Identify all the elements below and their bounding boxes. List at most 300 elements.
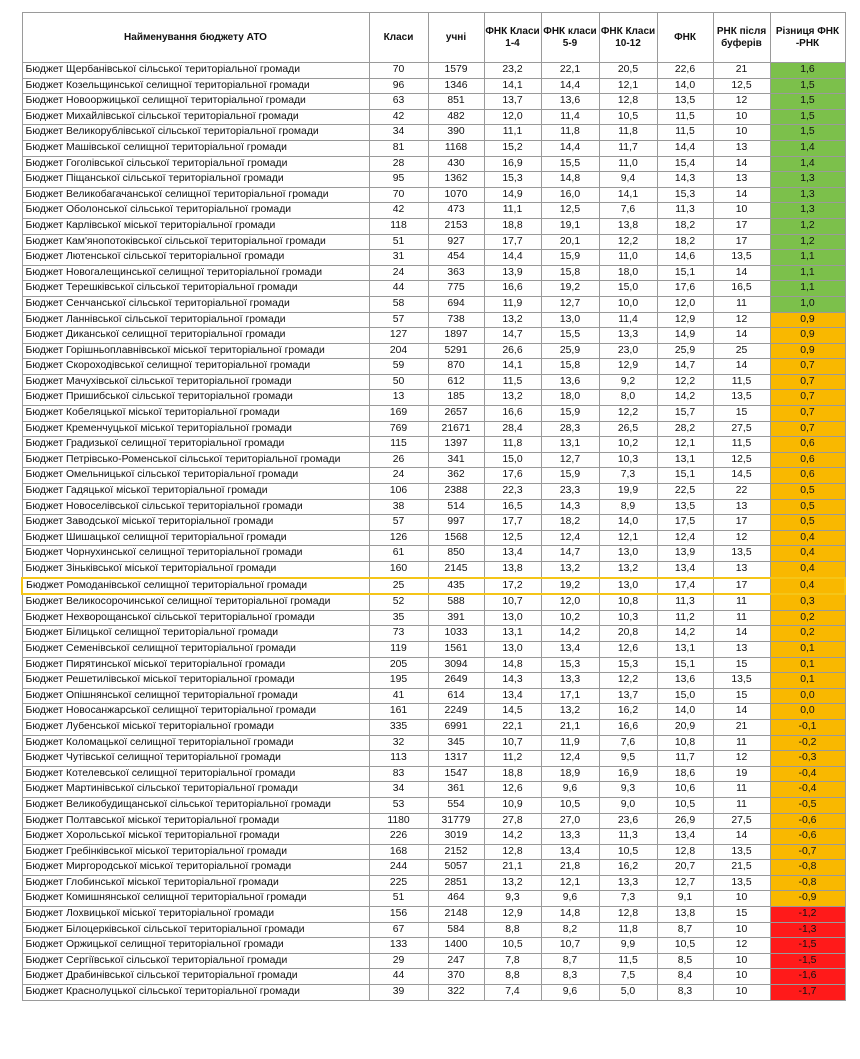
cell-fnk-5-9: 18,0 xyxy=(541,390,599,406)
budget-table-container xyxy=(21,12,846,1001)
cell-fnk-10-12: 11,0 xyxy=(599,250,657,266)
cell-rnk: 15 xyxy=(713,907,770,923)
cell-fnk-5-9: 8,2 xyxy=(541,922,599,938)
cell-fnk-5-9: 16,0 xyxy=(541,187,599,203)
cell-fnk-10-12: 11,8 xyxy=(599,922,657,938)
cell-rnk: 10 xyxy=(713,985,770,1001)
cell-rnk: 14 xyxy=(713,156,770,172)
cell-fnk: 12,0 xyxy=(657,296,713,312)
cell-diff: -1,5 xyxy=(770,938,845,954)
cell-fnk-10-12: 12,8 xyxy=(599,907,657,923)
cell-classes: 168 xyxy=(369,844,428,860)
cell-fnk-10-12: 13,2 xyxy=(599,562,657,578)
cell-fnk-10-12: 7,6 xyxy=(599,735,657,751)
table-row xyxy=(22,187,845,203)
cell-pupils: 1897 xyxy=(428,328,484,344)
cell-rnk: 14 xyxy=(713,328,770,344)
cell-fnk-1-4: 16,9 xyxy=(484,156,541,172)
table-row xyxy=(22,594,845,610)
cell-classes: 204 xyxy=(369,343,428,359)
cell-fnk-10-12: 9,5 xyxy=(599,751,657,767)
cell-pupils: 435 xyxy=(428,578,484,595)
cell-diff: -0,5 xyxy=(770,797,845,813)
cell-rnk: 11 xyxy=(713,296,770,312)
cell-fnk-1-4: 9,3 xyxy=(484,891,541,907)
cell-classes: 106 xyxy=(369,484,428,500)
cell-diff: 0,7 xyxy=(770,406,845,422)
cell-fnk-10-12: 16,9 xyxy=(599,766,657,782)
header-classes: Класи xyxy=(369,13,428,63)
cell-diff: -0,4 xyxy=(770,782,845,798)
cell-fnk-1-4: 15,0 xyxy=(484,452,541,468)
cell-fnk-10-12: 9,3 xyxy=(599,782,657,798)
table-row xyxy=(22,328,845,344)
cell-rnk: 17 xyxy=(713,578,770,595)
cell-classes: 127 xyxy=(369,328,428,344)
cell-fnk-1-4: 16,6 xyxy=(484,281,541,297)
cell-fnk-10-12: 7,5 xyxy=(599,969,657,985)
cell-pupils: 31779 xyxy=(428,813,484,829)
cell-fnk-10-12: 10,8 xyxy=(599,594,657,610)
cell-rnk: 13,5 xyxy=(713,844,770,860)
cell-fnk-10-12: 14,1 xyxy=(599,187,657,203)
cell-pupils: 1070 xyxy=(428,187,484,203)
cell-rnk: 11 xyxy=(713,797,770,813)
cell-pupils: 738 xyxy=(428,312,484,328)
cell-fnk: 18,2 xyxy=(657,218,713,234)
cell-rnk: 27,5 xyxy=(713,421,770,437)
table-row xyxy=(22,234,845,250)
cell-fnk-1-4: 13,1 xyxy=(484,626,541,642)
cell-fnk-5-9: 18,2 xyxy=(541,515,599,531)
cell-fnk-1-4: 13,2 xyxy=(484,390,541,406)
cell-fnk: 22,5 xyxy=(657,484,713,500)
cell-pupils: 997 xyxy=(428,515,484,531)
cell-fnk-5-9: 15,5 xyxy=(541,328,599,344)
cell-pupils: 21671 xyxy=(428,421,484,437)
cell-classes: 133 xyxy=(369,938,428,954)
table-row xyxy=(22,265,845,281)
cell-name: Бюджет Білоцерківської сільської територіальної громади xyxy=(22,922,369,938)
cell-pupils: 2152 xyxy=(428,844,484,860)
table-row xyxy=(22,875,845,891)
cell-diff: 1,1 xyxy=(770,265,845,281)
cell-rnk: 10 xyxy=(713,891,770,907)
cell-name: Бюджет Кобеляцької міської територіальної громади xyxy=(22,406,369,422)
table-row xyxy=(22,281,845,297)
table-row xyxy=(22,688,845,704)
cell-fnk-5-9: 14,2 xyxy=(541,626,599,642)
cell-diff: 0,1 xyxy=(770,673,845,689)
cell-fnk: 9,1 xyxy=(657,891,713,907)
cell-fnk: 28,2 xyxy=(657,421,713,437)
cell-pupils: 2657 xyxy=(428,406,484,422)
cell-fnk: 8,4 xyxy=(657,969,713,985)
cell-diff: 0,4 xyxy=(770,562,845,578)
table-row xyxy=(22,250,845,266)
cell-rnk: 14 xyxy=(713,265,770,281)
cell-fnk-10-12: 9,0 xyxy=(599,797,657,813)
cell-fnk: 17,5 xyxy=(657,515,713,531)
cell-fnk-10-12: 14,0 xyxy=(599,515,657,531)
cell-fnk-5-9: 15,8 xyxy=(541,359,599,375)
cell-pupils: 851 xyxy=(428,94,484,110)
cell-diff: 0,7 xyxy=(770,359,845,375)
header-fnk: ФНК xyxy=(657,13,713,63)
cell-fnk-5-9: 13,2 xyxy=(541,704,599,720)
cell-fnk: 14,2 xyxy=(657,390,713,406)
header-fnk-10-12: ФНК Класи 10-12 xyxy=(599,13,657,63)
cell-name: Бюджет Щербанівської сільської територіальної громади xyxy=(22,63,369,79)
cell-classes: 226 xyxy=(369,829,428,845)
cell-fnk: 12,8 xyxy=(657,844,713,860)
cell-fnk-10-12: 19,9 xyxy=(599,484,657,500)
cell-classes: 34 xyxy=(369,125,428,141)
cell-pupils: 345 xyxy=(428,735,484,751)
cell-fnk-5-9: 11,8 xyxy=(541,125,599,141)
table-row xyxy=(22,578,845,595)
cell-fnk-5-9: 12,1 xyxy=(541,875,599,891)
cell-fnk-1-4: 10,5 xyxy=(484,938,541,954)
cell-rnk: 14 xyxy=(713,626,770,642)
cell-pupils: 614 xyxy=(428,688,484,704)
cell-fnk: 14,3 xyxy=(657,172,713,188)
cell-diff: 0,1 xyxy=(770,657,845,673)
cell-name: Бюджет Великобудищанської сільської територіальної громади xyxy=(22,797,369,813)
cell-diff: 1,3 xyxy=(770,187,845,203)
table-row xyxy=(22,140,845,156)
cell-classes: 225 xyxy=(369,875,428,891)
cell-diff: 1,4 xyxy=(770,156,845,172)
cell-fnk-1-4: 22,1 xyxy=(484,719,541,735)
cell-classes: 29 xyxy=(369,953,428,969)
table-row xyxy=(22,94,845,110)
header-fnk-5-9: ФНК класи 5-9 xyxy=(541,13,599,63)
cell-fnk-1-4: 14,1 xyxy=(484,78,541,94)
cell-fnk-5-9: 14,7 xyxy=(541,546,599,562)
cell-classes: 70 xyxy=(369,187,428,203)
cell-pupils: 612 xyxy=(428,374,484,390)
cell-name: Бюджет Михайлівської сільської територіальної громади xyxy=(22,109,369,125)
cell-rnk: 17 xyxy=(713,234,770,250)
cell-fnk-5-9: 9,6 xyxy=(541,782,599,798)
cell-classes: 73 xyxy=(369,626,428,642)
cell-diff: 1,5 xyxy=(770,94,845,110)
cell-name: Бюджет Глобинської міської територіальної громади xyxy=(22,875,369,891)
cell-fnk-5-9: 15,3 xyxy=(541,657,599,673)
cell-pupils: 2145 xyxy=(428,562,484,578)
cell-classes: 34 xyxy=(369,782,428,798)
table-body xyxy=(22,63,845,1001)
cell-fnk-1-4: 23,2 xyxy=(484,63,541,79)
cell-diff: 0,3 xyxy=(770,594,845,610)
table-row xyxy=(22,374,845,390)
cell-classes: 769 xyxy=(369,421,428,437)
cell-classes: 118 xyxy=(369,218,428,234)
cell-rnk: 11 xyxy=(713,735,770,751)
cell-diff: 0,4 xyxy=(770,578,845,595)
cell-fnk: 18,6 xyxy=(657,766,713,782)
cell-rnk: 13,5 xyxy=(713,546,770,562)
cell-name: Бюджет Краснолуцької сільської територіальної громади xyxy=(22,985,369,1001)
header-pupils: учні xyxy=(428,13,484,63)
cell-name: Бюджет Машівської селищної територіальної громади xyxy=(22,140,369,156)
cell-fnk-10-12: 9,9 xyxy=(599,938,657,954)
cell-fnk-10-12: 20,5 xyxy=(599,63,657,79)
cell-fnk-5-9: 27,0 xyxy=(541,813,599,829)
cell-fnk-5-9: 13,2 xyxy=(541,562,599,578)
cell-fnk: 14,4 xyxy=(657,140,713,156)
cell-name: Бюджет Ромоданівської селищної територіальної громади xyxy=(22,578,369,595)
cell-fnk-10-12: 13,0 xyxy=(599,546,657,562)
cell-diff: 0,5 xyxy=(770,499,845,515)
cell-pupils: 588 xyxy=(428,594,484,610)
table-row xyxy=(22,218,845,234)
cell-rnk: 16,5 xyxy=(713,281,770,297)
cell-name: Бюджет Кременчуцької міської територіальної громади xyxy=(22,421,369,437)
cell-fnk-10-12: 23,0 xyxy=(599,343,657,359)
cell-classes: 28 xyxy=(369,156,428,172)
cell-fnk-5-9: 19,2 xyxy=(541,281,599,297)
cell-pupils: 850 xyxy=(428,546,484,562)
cell-fnk-5-9: 25,9 xyxy=(541,343,599,359)
table-row xyxy=(22,704,845,720)
cell-fnk-10-12: 10,3 xyxy=(599,610,657,626)
cell-fnk-10-12: 5,0 xyxy=(599,985,657,1001)
table-row xyxy=(22,546,845,562)
cell-fnk-10-12: 8,9 xyxy=(599,499,657,515)
table-row xyxy=(22,359,845,375)
cell-fnk-1-4: 17,2 xyxy=(484,578,541,595)
table-row xyxy=(22,296,845,312)
cell-fnk: 14,6 xyxy=(657,250,713,266)
cell-classes: 31 xyxy=(369,250,428,266)
cell-fnk-1-4: 14,2 xyxy=(484,829,541,845)
cell-fnk-5-9: 8,7 xyxy=(541,953,599,969)
cell-fnk-5-9: 17,1 xyxy=(541,688,599,704)
table-row xyxy=(22,797,845,813)
cell-diff: 0,5 xyxy=(770,515,845,531)
cell-fnk-5-9: 19,2 xyxy=(541,578,599,595)
cell-classes: 70 xyxy=(369,63,428,79)
cell-fnk: 13,4 xyxy=(657,829,713,845)
cell-rnk: 10 xyxy=(713,922,770,938)
cell-fnk-1-4: 10,9 xyxy=(484,797,541,813)
table-row xyxy=(22,953,845,969)
cell-name: Бюджет Піщанської сільської територіальної громади xyxy=(22,172,369,188)
table-row xyxy=(22,63,845,79)
cell-diff: -1,7 xyxy=(770,985,845,1001)
cell-fnk-1-4: 14,7 xyxy=(484,328,541,344)
cell-pupils: 2649 xyxy=(428,673,484,689)
cell-pupils: 1317 xyxy=(428,751,484,767)
cell-fnk-10-12: 10,5 xyxy=(599,109,657,125)
table-row xyxy=(22,922,845,938)
cell-fnk: 12,4 xyxy=(657,530,713,546)
cell-fnk-1-4: 11,8 xyxy=(484,437,541,453)
table-row xyxy=(22,78,845,94)
cell-rnk: 13,5 xyxy=(713,390,770,406)
cell-diff: 0,9 xyxy=(770,312,845,328)
cell-name: Бюджет Чорнухинської селищної територіальної громади xyxy=(22,546,369,562)
cell-fnk-1-4: 13,4 xyxy=(484,688,541,704)
cell-name: Бюджет Опішнянської селищної територіальної громади xyxy=(22,688,369,704)
cell-classes: 32 xyxy=(369,735,428,751)
cell-rnk: 15 xyxy=(713,688,770,704)
cell-fnk: 13,8 xyxy=(657,907,713,923)
cell-name: Бюджет Лохвицької міської територіальної громади xyxy=(22,907,369,923)
cell-rnk: 10 xyxy=(713,953,770,969)
cell-name: Бюджет Великорублівської сільської територіальної громади xyxy=(22,125,369,141)
cell-pupils: 1033 xyxy=(428,626,484,642)
cell-name: Бюджет Лубенської міської територіальної громади xyxy=(22,719,369,735)
table-row xyxy=(22,719,845,735)
cell-fnk-1-4: 14,1 xyxy=(484,359,541,375)
cell-name: Бюджет Мартинівської сільської територіальної громади xyxy=(22,782,369,798)
cell-pupils: 3019 xyxy=(428,829,484,845)
header-diff: Різниця ФНК -РНК xyxy=(770,13,845,63)
cell-diff: -0,8 xyxy=(770,860,845,876)
cell-fnk-1-4: 8,8 xyxy=(484,969,541,985)
cell-rnk: 10 xyxy=(713,969,770,985)
cell-classes: 50 xyxy=(369,374,428,390)
table-row xyxy=(22,657,845,673)
cell-classes: 126 xyxy=(369,530,428,546)
cell-classes: 95 xyxy=(369,172,428,188)
cell-pupils: 1579 xyxy=(428,63,484,79)
cell-fnk-10-12: 12,9 xyxy=(599,359,657,375)
table-row xyxy=(22,312,845,328)
cell-fnk-10-12: 16,6 xyxy=(599,719,657,735)
cell-pupils: 5291 xyxy=(428,343,484,359)
cell-pupils: 1168 xyxy=(428,140,484,156)
cell-fnk: 8,7 xyxy=(657,922,713,938)
cell-fnk-5-9: 12,4 xyxy=(541,751,599,767)
cell-diff: 1,0 xyxy=(770,296,845,312)
cell-name: Бюджет Новогалещинської селищної територіальної громади xyxy=(22,265,369,281)
table-row xyxy=(22,969,845,985)
cell-rnk: 19 xyxy=(713,766,770,782)
cell-classes: 26 xyxy=(369,452,428,468)
cell-name: Бюджет Пирятинської міської територіальної громади xyxy=(22,657,369,673)
cell-fnk: 13,1 xyxy=(657,641,713,657)
cell-fnk: 13,5 xyxy=(657,94,713,110)
cell-rnk: 25 xyxy=(713,343,770,359)
cell-fnk-1-4: 7,4 xyxy=(484,985,541,1001)
table-row xyxy=(22,813,845,829)
cell-classes: 63 xyxy=(369,94,428,110)
cell-fnk-10-12: 10,2 xyxy=(599,437,657,453)
cell-classes: 156 xyxy=(369,907,428,923)
cell-name: Бюджет Новоселівської сільської територіальної громади xyxy=(22,499,369,515)
cell-rnk: 14 xyxy=(713,187,770,203)
cell-name: Бюджет Комишнянської селищної територіальної громади xyxy=(22,891,369,907)
cell-fnk: 12,9 xyxy=(657,312,713,328)
cell-fnk-1-4: 16,6 xyxy=(484,406,541,422)
cell-classes: 59 xyxy=(369,359,428,375)
cell-pupils: 6991 xyxy=(428,719,484,735)
cell-fnk-1-4: 14,4 xyxy=(484,250,541,266)
cell-pupils: 473 xyxy=(428,203,484,219)
cell-fnk-10-12: 12,1 xyxy=(599,78,657,94)
cell-fnk: 12,7 xyxy=(657,875,713,891)
header-name: Найменування бюджету АТО xyxy=(22,13,369,63)
cell-fnk: 15,1 xyxy=(657,657,713,673)
cell-classes: 1180 xyxy=(369,813,428,829)
cell-fnk-5-9: 13,1 xyxy=(541,437,599,453)
cell-pupils: 5057 xyxy=(428,860,484,876)
cell-name: Бюджет Нехворощанської сільської територіальної громади xyxy=(22,610,369,626)
cell-name: Бюджет Новооржицької селищної територіальної громади xyxy=(22,94,369,110)
cell-fnk-5-9: 23,3 xyxy=(541,484,599,500)
cell-diff: 1,5 xyxy=(770,78,845,94)
cell-fnk-5-9: 12,4 xyxy=(541,530,599,546)
cell-fnk-1-4: 11,1 xyxy=(484,203,541,219)
cell-fnk-1-4: 18,8 xyxy=(484,218,541,234)
cell-fnk: 15,1 xyxy=(657,468,713,484)
cell-rnk: 13 xyxy=(713,499,770,515)
cell-fnk-5-9: 13,6 xyxy=(541,374,599,390)
cell-fnk-10-12: 16,2 xyxy=(599,860,657,876)
cell-pupils: 391 xyxy=(428,610,484,626)
cell-rnk: 21,5 xyxy=(713,860,770,876)
cell-fnk-1-4: 12,8 xyxy=(484,844,541,860)
cell-fnk: 13,6 xyxy=(657,673,713,689)
cell-name: Бюджет Градизької селищної територіальної громади xyxy=(22,437,369,453)
cell-fnk-1-4: 14,3 xyxy=(484,673,541,689)
cell-fnk-5-9: 14,4 xyxy=(541,78,599,94)
cell-classes: 42 xyxy=(369,109,428,125)
cell-pupils: 2153 xyxy=(428,218,484,234)
cell-fnk-10-12: 12,2 xyxy=(599,234,657,250)
cell-name: Бюджет Білицької селищної територіальної громади xyxy=(22,626,369,642)
table-row xyxy=(22,907,845,923)
cell-fnk-10-12: 7,6 xyxy=(599,203,657,219)
cell-pupils: 1346 xyxy=(428,78,484,94)
cell-fnk: 13,9 xyxy=(657,546,713,562)
cell-classes: 61 xyxy=(369,546,428,562)
cell-fnk-5-9: 14,3 xyxy=(541,499,599,515)
cell-fnk-10-12: 16,2 xyxy=(599,704,657,720)
cell-fnk: 15,1 xyxy=(657,265,713,281)
cell-classes: 115 xyxy=(369,437,428,453)
cell-diff: 1,1 xyxy=(770,250,845,266)
cell-fnk: 8,3 xyxy=(657,985,713,1001)
cell-rnk: 12,5 xyxy=(713,78,770,94)
cell-pupils: 514 xyxy=(428,499,484,515)
cell-classes: 13 xyxy=(369,390,428,406)
cell-pupils: 185 xyxy=(428,390,484,406)
table-row xyxy=(22,156,845,172)
cell-rnk: 27,5 xyxy=(713,813,770,829)
cell-classes: 58 xyxy=(369,296,428,312)
cell-rnk: 13 xyxy=(713,641,770,657)
cell-fnk-5-9: 13,4 xyxy=(541,641,599,657)
cell-rnk: 12 xyxy=(713,530,770,546)
cell-fnk-1-4: 22,3 xyxy=(484,484,541,500)
cell-classes: 53 xyxy=(369,797,428,813)
table-row xyxy=(22,891,845,907)
cell-fnk: 11,5 xyxy=(657,109,713,125)
cell-fnk: 11,3 xyxy=(657,203,713,219)
cell-classes: 96 xyxy=(369,78,428,94)
cell-name: Бюджет Терешківської сільської територіальної громади xyxy=(22,281,369,297)
cell-pupils: 694 xyxy=(428,296,484,312)
table-row xyxy=(22,938,845,954)
cell-classes: 67 xyxy=(369,922,428,938)
cell-classes: 39 xyxy=(369,985,428,1001)
cell-fnk: 14,0 xyxy=(657,78,713,94)
